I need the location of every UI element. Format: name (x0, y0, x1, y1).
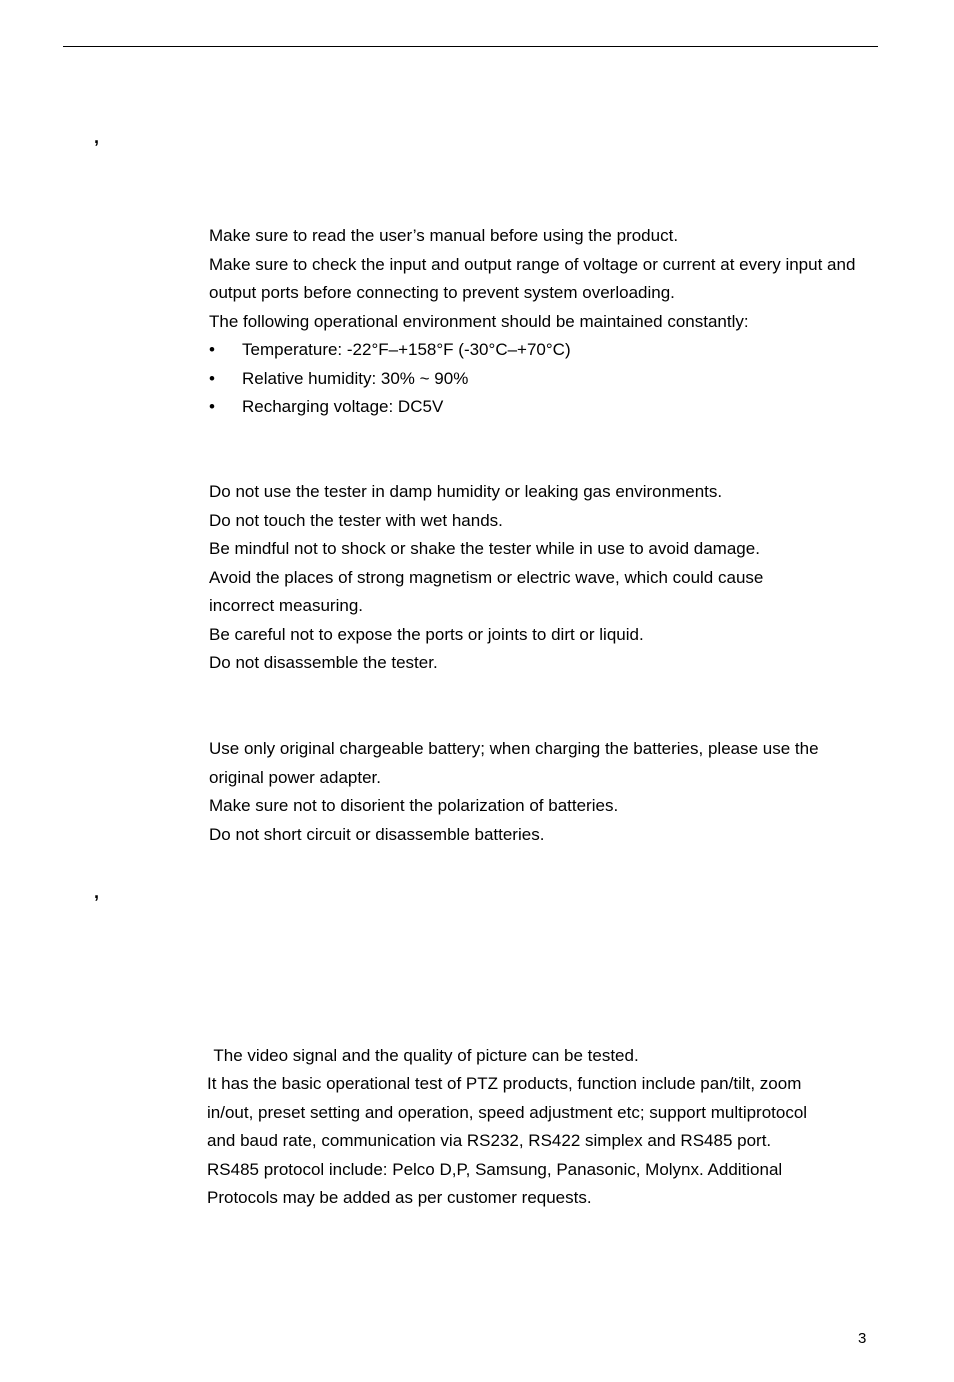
battery-line: Make sure not to disorient the polarization of batteries. (209, 796, 619, 815)
battery-line: Do not short circuit or disassemble batteries. (209, 824, 545, 844)
ptz-feature-line: Protocols may be added as per customer requests. (207, 1188, 592, 1207)
handling-line: Do not use the tester in damp humidity or leaking gas environments. (209, 482, 723, 501)
environment-bullet (209, 336, 909, 365)
ptz-feature-line: and baud rate, communication via RS232, RS422 simplex and RS485 port. (207, 1131, 772, 1150)
environment-bullet-text: Temperature: -22°F–+158°F (-30°C–+70°C) (242, 340, 571, 359)
precaution-line: Make sure to check the input and output range of voltage or current at every input and (209, 254, 856, 274)
section-marker-1: , (94, 127, 100, 147)
video-feature-line: The video signal and the quality of picture can be tested. (209, 1046, 639, 1065)
bullet-dot: • (209, 397, 215, 416)
precaution-line: output ports before connecting to prevent system overloading. (209, 283, 675, 302)
handling-line: Do not disassemble the tester. (209, 653, 438, 672)
environment-bullet-text: Relative humidity: 30% ~ 90% (242, 368, 469, 388)
page-number: 3 (858, 1330, 867, 1347)
handling-line: Avoid the places of strong magnetism or electric wave, which could cause (209, 567, 764, 587)
ptz-feature-line: It has the basic operational test of PTZ products, function include pan/tilt, zoom (207, 1074, 802, 1093)
section-marker-2: , (94, 882, 100, 902)
handling-block (209, 478, 909, 678)
handling-line: Do not touch the tester with wet hands. (209, 510, 503, 530)
battery-line: Use only original chargeable battery; when charging the batteries, please use the (209, 739, 819, 758)
header-rule (63, 46, 878, 47)
precaution-line: The following operational environment should be maintained constantly: (209, 311, 749, 331)
environment-bullet (209, 393, 909, 422)
precautions-block (209, 222, 909, 422)
handling-line: incorrect measuring. (209, 596, 364, 615)
battery-block (209, 735, 909, 849)
precaution-line: Make sure to read the user’s manual before using the product. (209, 226, 679, 245)
ptz-feature-line: RS485 protocol include: Pelco D,P, Samsung, Panasonic, Molynx. Additional (207, 1159, 783, 1179)
ptz-feature-line: in/out, preset setting and operation, speed adjustment etc; support multiprotocol (207, 1102, 808, 1122)
environment-bullet-text: Recharging voltage: DC5V (242, 397, 444, 416)
handling-line: Be mindful not to shock or shake the tester while in use to avoid damage. (209, 539, 760, 558)
ptz-feature-block (207, 1070, 907, 1213)
battery-line: original power adapter. (209, 767, 382, 787)
environment-bullet (209, 365, 909, 394)
bullet-dot: • (209, 368, 215, 388)
handling-line: Be careful not to expose the ports or joints to dirt or liquid. (209, 624, 644, 644)
bullet-dot: • (209, 340, 215, 359)
